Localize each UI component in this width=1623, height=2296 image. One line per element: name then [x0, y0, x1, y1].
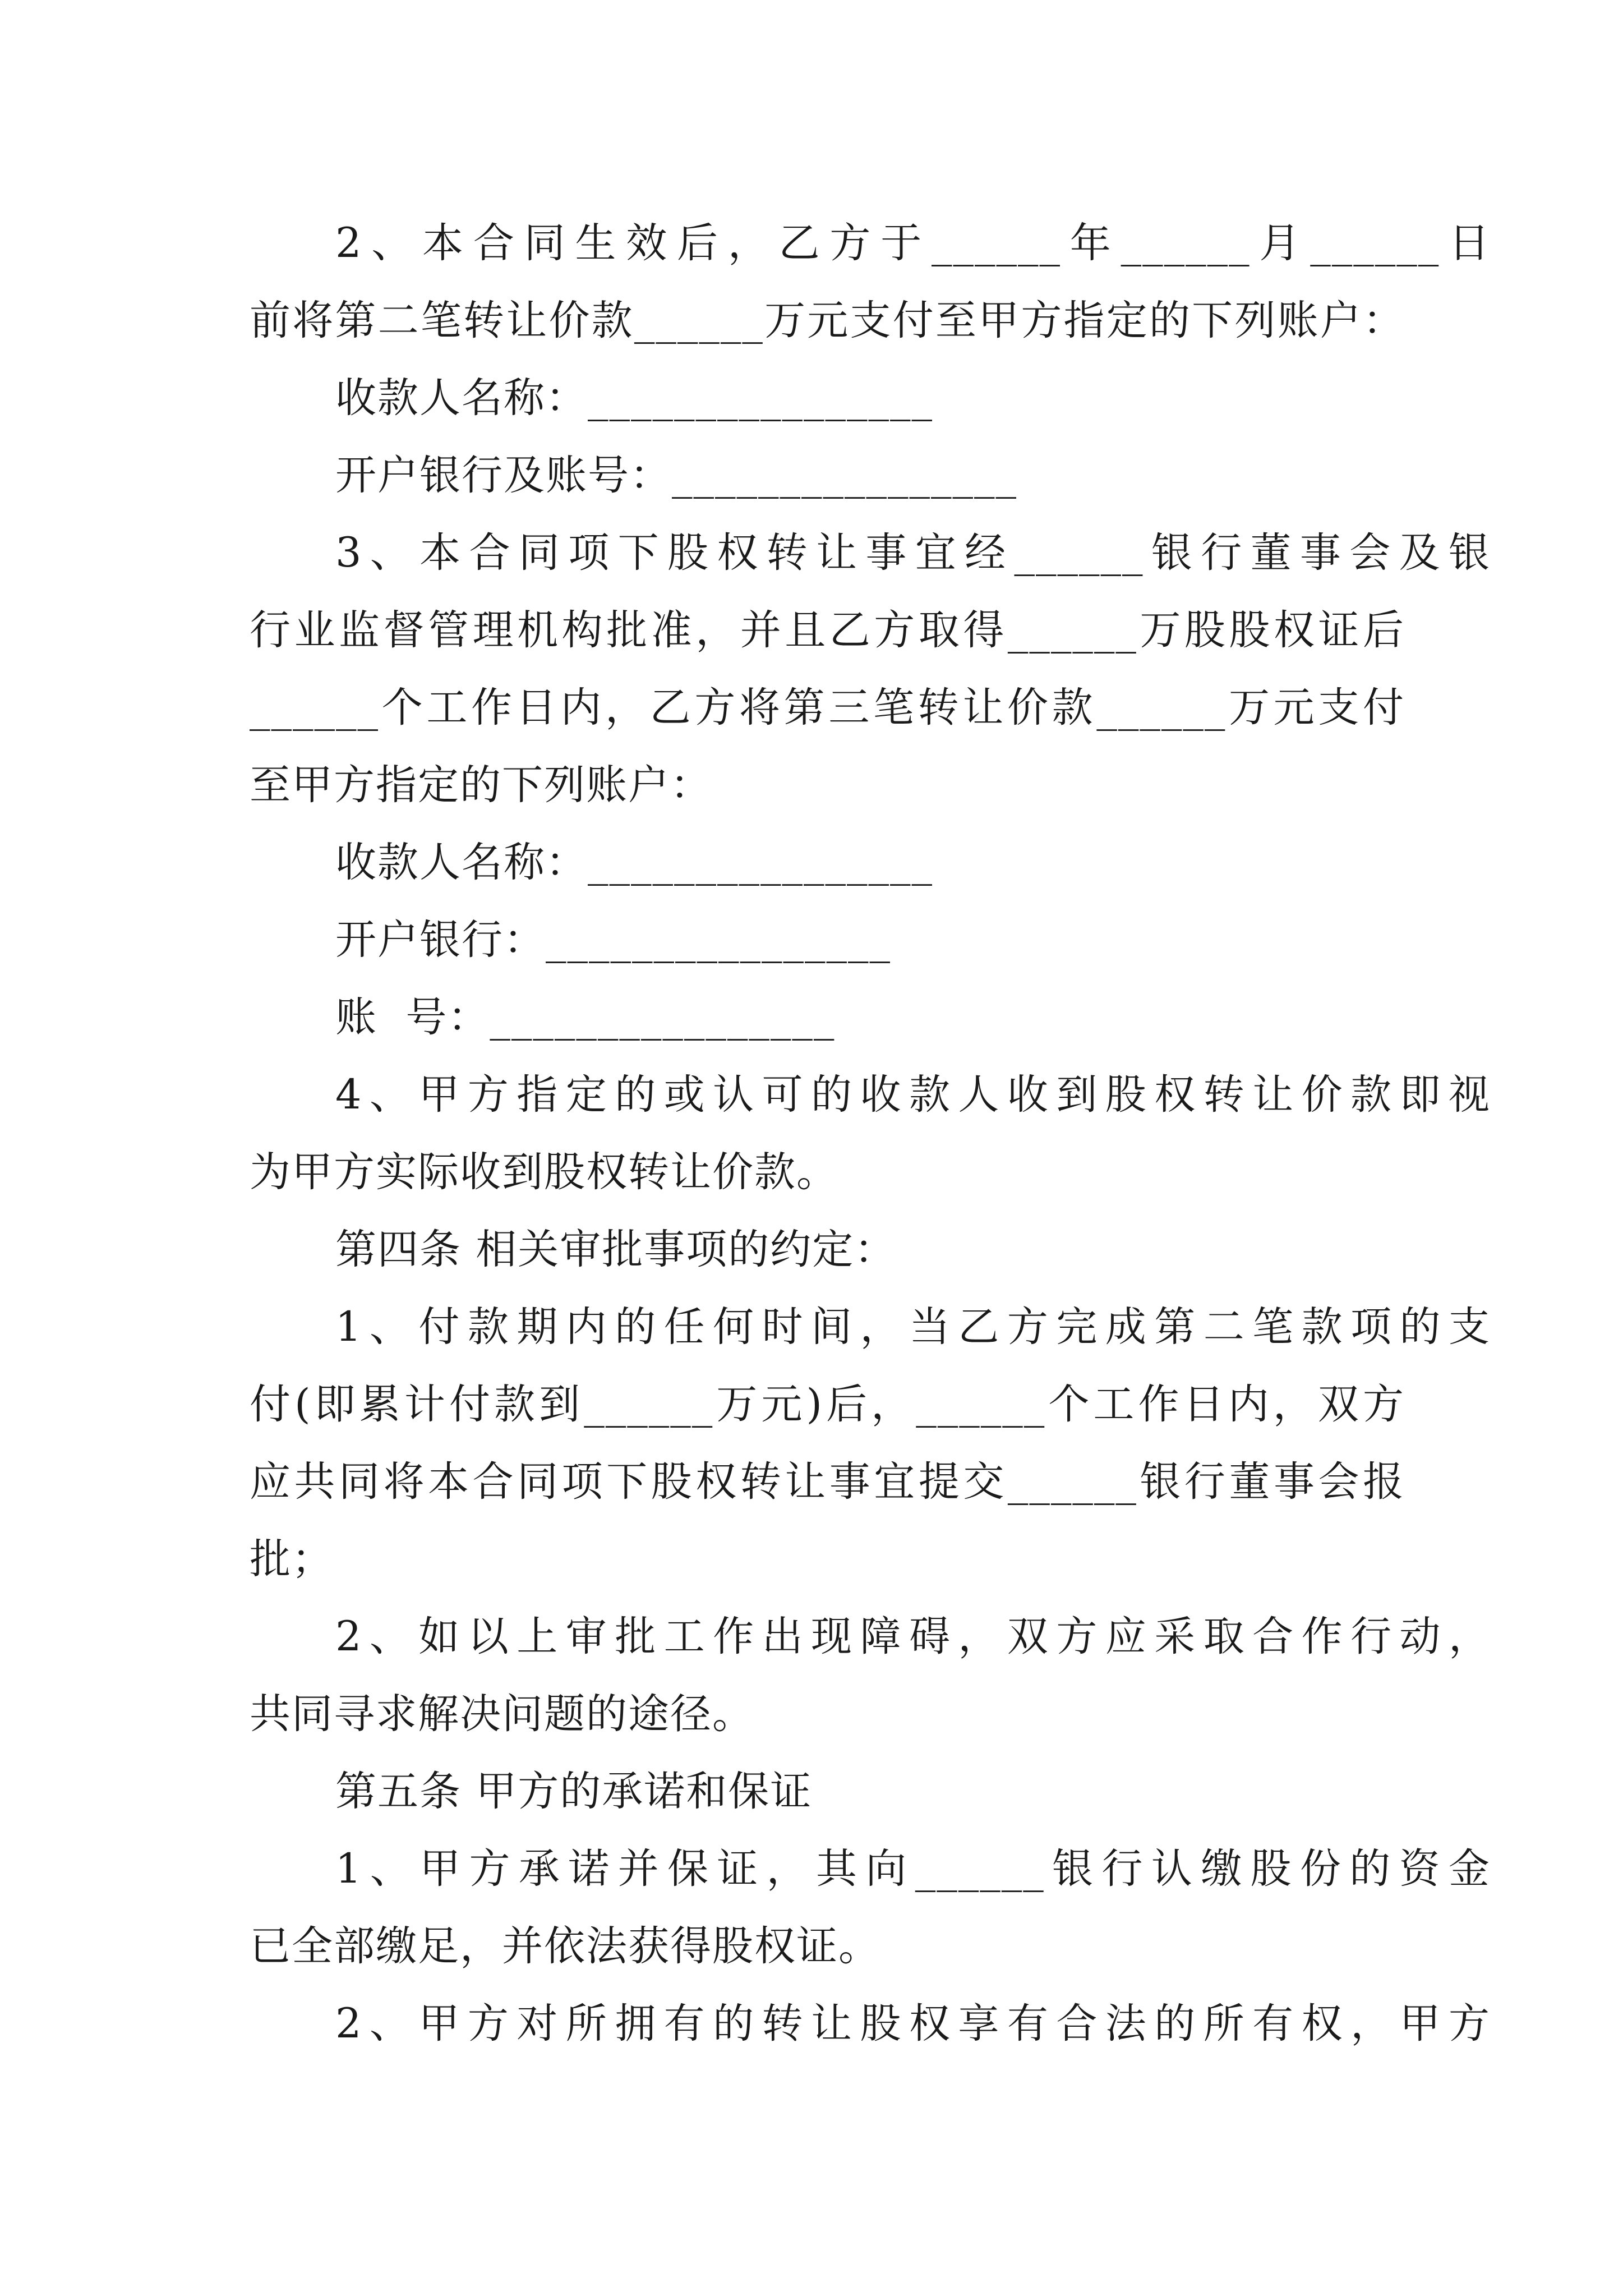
section-heading: 第四条 相关审批事项的约定： — [335, 1226, 897, 1273]
text-line: 付(即累计付款到______万元)后，______个工作日内，双方 — [250, 1381, 1405, 1428]
text-line: 为甲方实际收到股权转让价款。 — [250, 1148, 838, 1196]
text-line: 2、如以上审批工作出现障碍，双方应采取合作行动， — [335, 1613, 1491, 1660]
text-line: 账 号：________________ — [335, 993, 836, 1041]
text-line: 行业监督管理机构批准，并且乙方取得______万股股权证后 — [250, 606, 1405, 654]
text-line: 1、甲方承诺并保证，其向______银行认缴股份的资金 — [335, 1845, 1491, 1893]
text-line: 共同寻求解决问题的途径。 — [250, 1690, 754, 1738]
text-line: 收款人名称：________________ — [335, 374, 933, 422]
text-line: 1、付款期内的任何时间，当乙方完成第二笔款项的支 — [335, 1303, 1491, 1351]
text-line: 已全部缴足，并依法获得股权证。 — [250, 1922, 880, 1970]
text-line: 3、本合同项下股权转让事宜经______银行董事会及银 — [335, 529, 1491, 577]
text-line: 至甲方指定的下列账户： — [250, 761, 712, 809]
text-line: 开户银行：________________ — [335, 916, 891, 964]
text-line: 2、本合同生效后，乙方于______年______月______日 — [335, 219, 1491, 267]
text-line: 收款人名称：________________ — [335, 839, 933, 886]
section-heading: 第五条 甲方的承诺和保证 — [335, 1768, 813, 1815]
text-line: ______个工作日内，乙方将第三笔转让价款______万元支付 — [250, 684, 1405, 731]
text-line: 批； — [250, 1535, 334, 1583]
text-line: 前将第二笔转让价款______万元支付至甲方指定的下列账户： — [250, 297, 1405, 344]
text-line: 开户银行及账号：________________ — [335, 452, 1017, 499]
text-line: 4、甲方指定的或认可的收款人收到股权转让价款即视 — [335, 1071, 1491, 1119]
text-line: 2、甲方对所拥有的转让股权享有合法的所有权，甲方 — [335, 2000, 1491, 2047]
text-line: 应共同将本合同项下股权转让事宜提交______银行董事会报 — [250, 1458, 1405, 1506]
